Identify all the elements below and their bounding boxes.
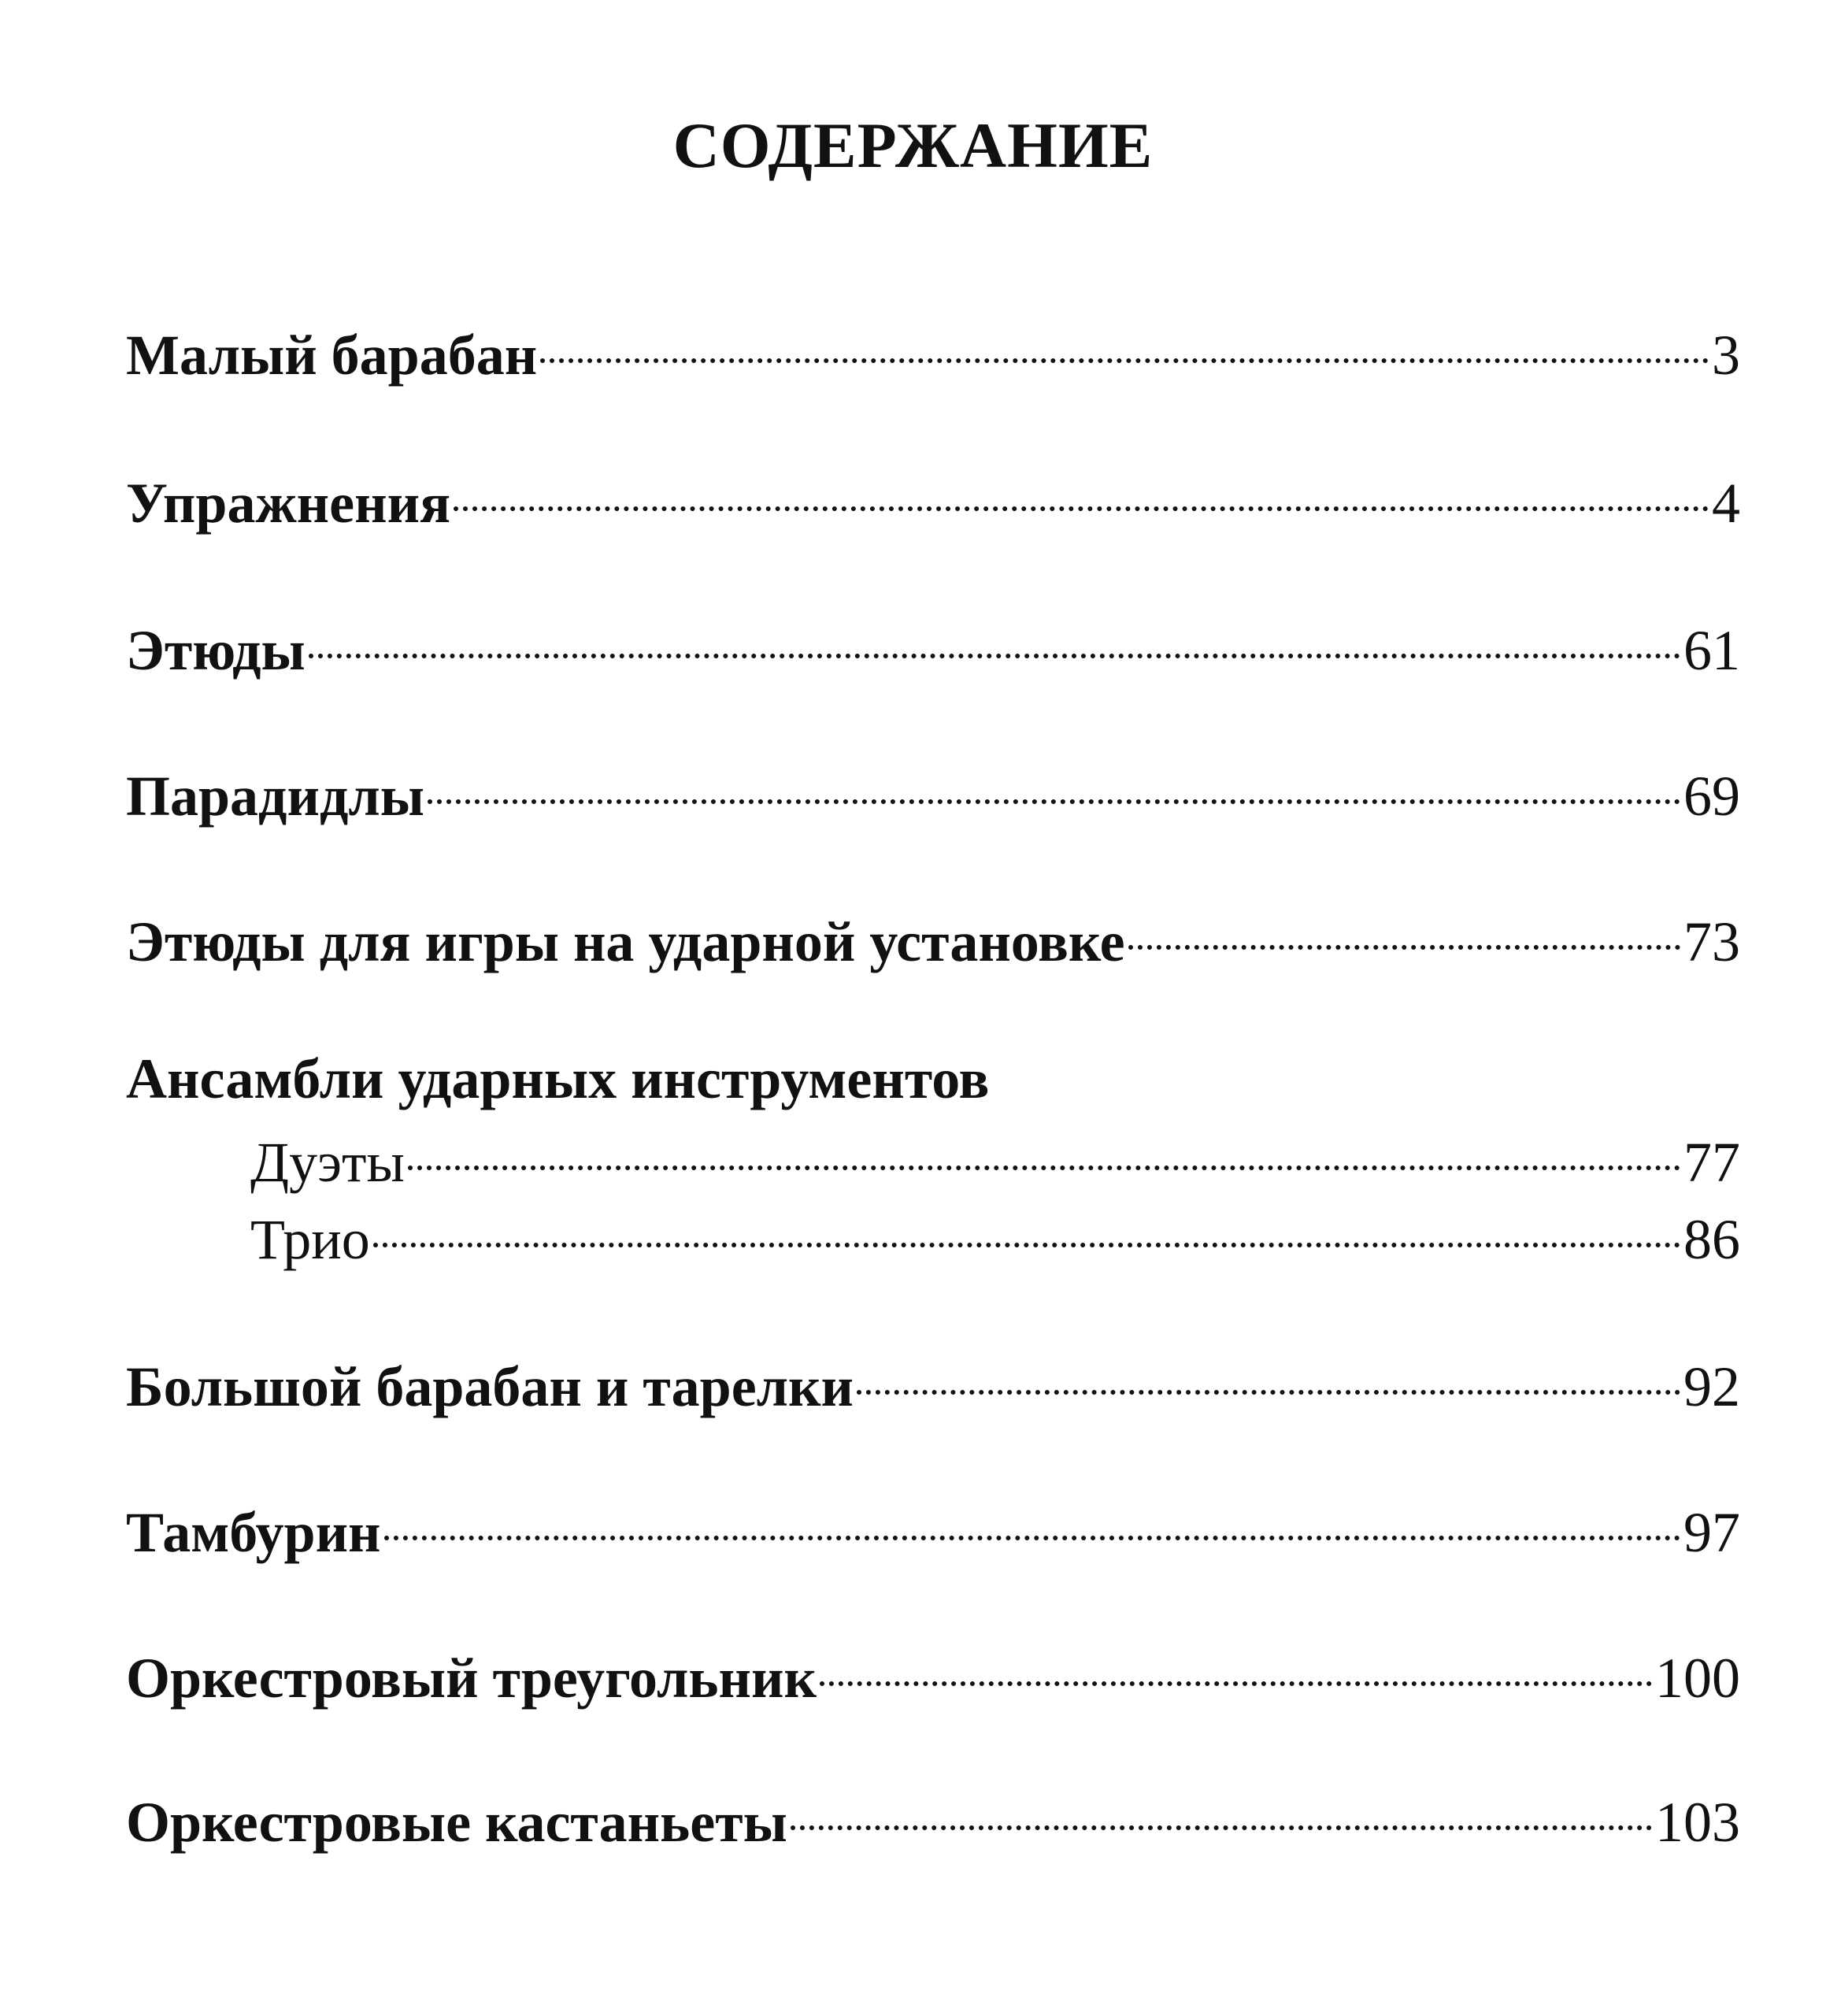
toc-entry-label: Этюды для игры на ударной установке [126, 910, 1125, 973]
dot-leader [791, 1778, 1652, 1841]
toc-subentry-page: 86 [1683, 1208, 1740, 1271]
toc-subentry[interactable] [250, 1195, 1740, 1271]
toc-entry[interactable] [126, 311, 1740, 387]
toc-entry-label: Парадидлы [126, 765, 424, 828]
page-title: СОДЕРЖАНИЕ [672, 109, 1154, 181]
dot-leader [408, 1118, 1680, 1181]
dot-leader [820, 1634, 1652, 1697]
toc-entry-label: Малый барабан [126, 324, 538, 387]
toc-subentry-label: Дуэты [250, 1131, 405, 1194]
toc-entry-page: 100 [1655, 1647, 1740, 1710]
toc-entry-page: 4 [1712, 472, 1740, 535]
toc-entry-label: Упражнения [126, 472, 451, 535]
toc-subentry[interactable] [250, 1118, 1740, 1194]
toc-entry-label: Тамбурин [126, 1501, 381, 1564]
toc-entry-page: 3 [1712, 324, 1740, 387]
dot-leader [373, 1195, 1680, 1258]
toc-entry-label: Этюды [126, 619, 306, 682]
dot-leader [857, 1343, 1680, 1406]
dot-leader [384, 1488, 1680, 1551]
toc-entry-page: 69 [1683, 765, 1740, 828]
toc-subentry-label: Трио [250, 1208, 370, 1271]
toc-entry-page: 92 [1683, 1355, 1740, 1418]
toc-entry[interactable] [126, 1488, 1740, 1564]
dot-leader [1128, 898, 1680, 961]
toc-entry[interactable] [126, 1634, 1740, 1710]
dot-leader [428, 752, 1680, 815]
toc-entry[interactable] [126, 606, 1740, 682]
toc-entry-page: 61 [1683, 619, 1740, 682]
dot-leader [309, 606, 1680, 669]
dot-leader [454, 459, 1709, 522]
toc-entry-label: Оркестровый треугольник [126, 1647, 817, 1710]
toc-entry-page: 103 [1655, 1791, 1740, 1854]
toc-entry[interactable] [126, 752, 1740, 828]
toc-section-heading[interactable]: Ансамбли ударных инструментов [126, 1047, 990, 1110]
toc-subentry-page: 77 [1683, 1131, 1740, 1194]
toc-entry-label: Оркестровые кастаньеты [126, 1791, 787, 1854]
toc-entry[interactable] [126, 1778, 1740, 1854]
toc-entry-page: 97 [1683, 1501, 1740, 1564]
toc-entry[interactable] [126, 898, 1740, 973]
toc-entry-page: 73 [1683, 910, 1740, 973]
toc-entry[interactable] [126, 1343, 1740, 1418]
dot-leader [540, 311, 1709, 374]
toc-entry-label: Большой барабан и тарелки [126, 1355, 854, 1418]
toc-entry[interactable] [126, 459, 1740, 535]
